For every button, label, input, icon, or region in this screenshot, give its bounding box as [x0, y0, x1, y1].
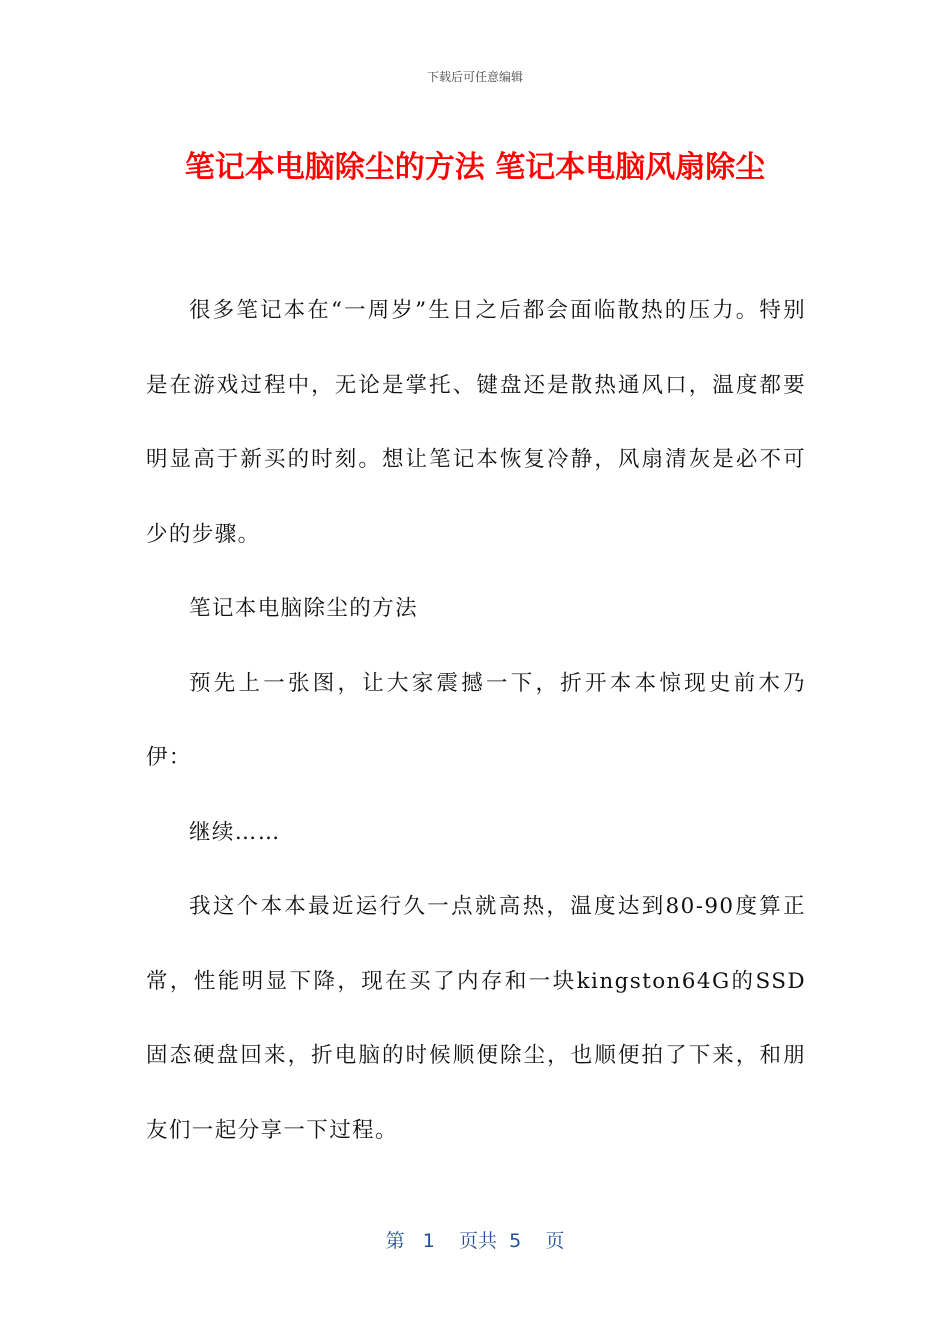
footer-total-pages: 5: [509, 1230, 522, 1252]
paragraph-intro: 很多笔记本在“一周岁”生日之后都会面临散热的压力。特别是在游戏过程中，无论是掌托、键盘还是散热通风口，温度都要明显高于新买的时刻。想让笔记本恢复冷静，风扇清灰是必不可少的步骤。: [146, 298, 806, 547]
footer-prefix: 第: [385, 1230, 405, 1252]
footer-suffix: 页: [545, 1230, 565, 1252]
header-note: 下载后可任意编辑: [426, 70, 523, 84]
page-footer: [0, 1226, 950, 1253]
paragraph-preview: 预先上一张图，让大家震撼一下，折开本本惊现史前木乃伊：: [146, 670, 806, 770]
paragraph-continue: 继续……: [189, 819, 281, 845]
footer-middle: 页共: [459, 1230, 498, 1252]
footer-current-page: 1: [422, 1230, 435, 1252]
document-title: 笔记本电脑除尘的方法 笔记本电脑风扇除尘: [184, 150, 766, 185]
document-body: [146, 274, 806, 1168]
paragraph-story: 我这个本本最近运行久一点就高热，温度达到80-90度算正常，性能明显下降，现在买了内存和一块kingston64G的SSD固态硬盘回来，折电脑的时候顺便除尘，也顺便拍了下来，和朋友们一起分享一下过程。: [146, 894, 806, 1143]
paragraph-section-heading: 笔记本电脑除尘的方法: [189, 596, 419, 621]
